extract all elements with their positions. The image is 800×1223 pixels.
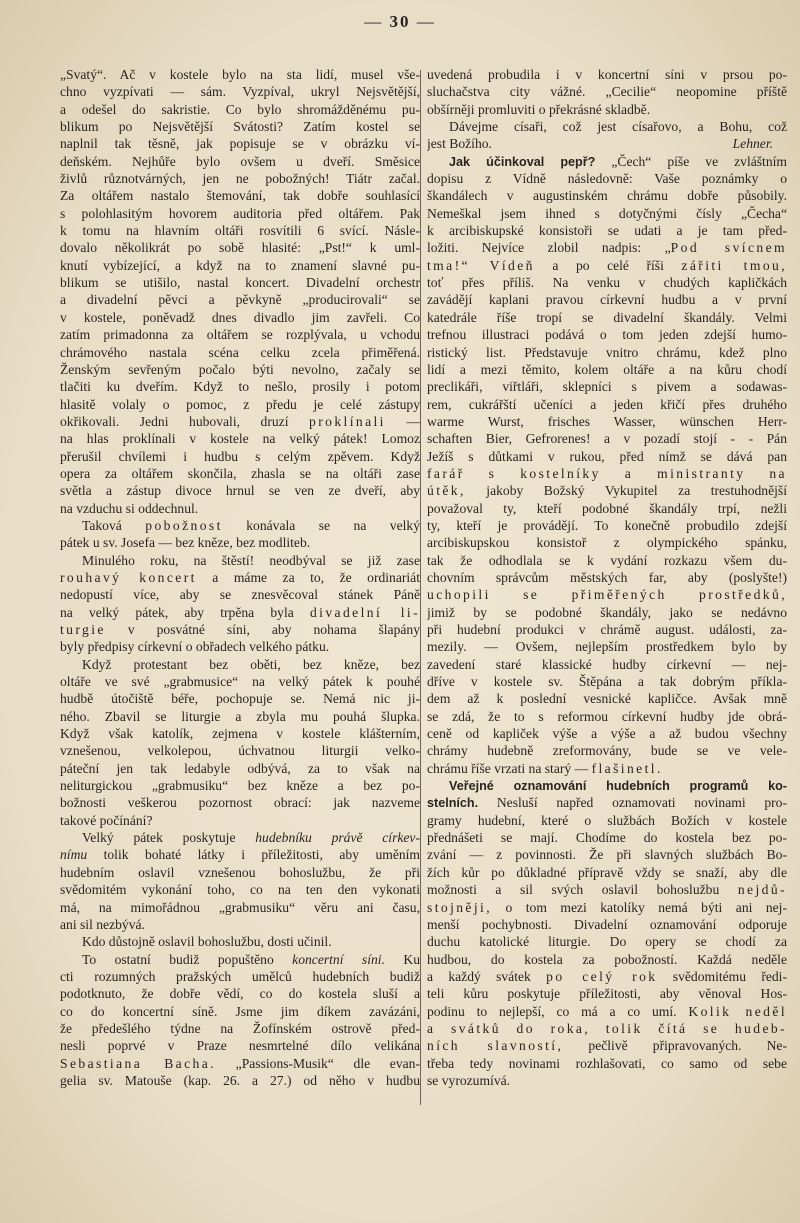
text-line [427, 274, 787, 291]
text-segment: na hlas proklínali v kostele na velký pátek! Lomoz [60, 431, 420, 447]
left-column [60, 66, 420, 1089]
text-segment: pátek u sv. Josefa — bez kněze, bez modliteb. [60, 535, 311, 551]
text-line [427, 933, 787, 950]
text-line [60, 760, 420, 777]
page-header [0, 12, 800, 32]
text-segment: nímu [60, 847, 88, 863]
text-line [60, 604, 420, 621]
text-line [427, 378, 787, 395]
text-line [427, 500, 787, 517]
text-line [60, 881, 420, 898]
text-segment: páteční jen tak ledabyle odbývá, za to však na [60, 760, 420, 776]
text-line [60, 465, 420, 482]
text-segment: chrámového nastala scéna celku zcela přiměřená. [60, 344, 420, 360]
text-segment: preclikáři, viřtláři, sklepníci s pivem a sodawas- [427, 379, 787, 395]
text-segment: gramy hudební, které o službách Božích v kostele [427, 812, 787, 828]
text-segment: toť přes příliš. Na venku v chudých kapličkách [427, 275, 787, 291]
text-segment: o tom mezi katolíky nemá býti ani nej- [492, 899, 787, 915]
text-segment: Nesluší napřed oznamovati novinami pro- [478, 795, 787, 811]
text-line [427, 222, 787, 239]
text-line [60, 899, 420, 916]
text-line [60, 708, 420, 725]
text-line [427, 951, 787, 968]
text-line [60, 569, 420, 586]
text-segment: ty, kteří je provádějí. To konečně probudilo zdejší [427, 517, 787, 533]
text-segment: ložiti. Nejvíce zlobil nadpis: „ [427, 240, 671, 256]
text-line [427, 916, 787, 933]
text-segment: teli kůru poskytuje příležitosti, aby věnoval Hos- [427, 986, 787, 1002]
text-segment: dem až k poslední vesnické kapličce. Avšak mně [427, 691, 787, 707]
text-line [60, 864, 420, 881]
text-segment: chrámy hudebně zreformovány, bude se ve vele- [427, 743, 787, 759]
text-line [60, 291, 420, 308]
text-segment: koncertní síni. [292, 951, 385, 967]
text-line [427, 430, 787, 447]
text-segment: Ježíš s důtkami v rukou, před nímž se dává pan [427, 448, 787, 464]
text-line [60, 656, 420, 673]
text-line [60, 690, 420, 707]
text-line [427, 899, 787, 916]
text-segment: nejdů- [737, 882, 787, 898]
text-segment: dovalo několikrát po sobě hlasité: „Pst!“ k uml- [60, 240, 420, 256]
text-segment: rem, cukrářští učeníci a jeden křičí přes druhého [427, 396, 787, 412]
section-heading: Jak účinkoval pepř? [449, 154, 596, 169]
text-line [60, 500, 420, 517]
author-signature: Lehner. [732, 136, 773, 152]
text-segment: nesli poprvé v Praze nesmrtelné dílo velikána [60, 1038, 420, 1054]
text-segment: vznešenou, velkolepou, úchvatnou liturgii velko- [60, 743, 420, 759]
text-segment: menší pochybnosti. Divadelní oznamování odporuje [427, 916, 787, 932]
text-segment: „Svatý“. Ač v kostele bylo na sta lidí, musel vše- [60, 67, 420, 82]
text-line [427, 465, 787, 482]
text-line [60, 83, 420, 100]
text-segment: Pod svícnem [670, 240, 787, 256]
text-segment: farář s kostelníky a ministranty na [427, 465, 787, 481]
text-segment: mezily. — Ovšem, nejlepším prostředkem bylo by [427, 639, 787, 655]
text-line [427, 361, 787, 378]
text-segment: hudbě útočiště béře, pochopuje se. Nemá nic ji- [60, 691, 420, 707]
text-line [427, 604, 787, 621]
text-segment: v posvátné síni, aby nohama šlapány [105, 622, 420, 637]
text-line [60, 552, 420, 569]
text-line [427, 673, 787, 690]
text-segment: ceně od kapliček výše a výše a až budou všechny [427, 726, 787, 742]
text-line [427, 846, 787, 863]
text-segment: divadelní li- [309, 604, 420, 620]
text-segment: jakoby Božský Vykupitel za trestuhodnější [465, 483, 787, 499]
text-line [60, 794, 420, 811]
text-segment: „Čech“ píše ve zvláštním [595, 153, 787, 169]
text-segment: gelia sv. Matouše (kap. 26. a 27.) od něho v hudbu [60, 1072, 420, 1088]
text-segment: oltáře ve své „grabmusice“ na velký pátek k pouhé [60, 674, 420, 690]
text-line [427, 118, 787, 135]
text-segment: Kdo důstojně oslavil bohoslužbu, dosti učinil. [82, 934, 332, 950]
text-line [60, 985, 420, 1002]
text-line [60, 101, 420, 118]
right-column [427, 66, 787, 1089]
text-line [427, 257, 787, 274]
text-segment: a máme za to, že ordinariát [196, 569, 420, 585]
text-line [427, 66, 787, 83]
text-line [60, 1020, 420, 1037]
text-line [60, 933, 420, 950]
text-segment: ristický list. Představuje vnitro chrámu, kdež plno [427, 344, 787, 360]
text-line [427, 83, 787, 100]
text-segment: s polohlasitým hovorem auditoria před oltářem. Pak [60, 205, 420, 221]
text-line [60, 482, 420, 499]
text-line [427, 170, 787, 187]
text-line [427, 1037, 787, 1054]
text-segment: žích kůr po důkladné přípravě vždy se snaží, aby dle [427, 864, 787, 880]
text-line [60, 413, 420, 430]
text-segment: opera za oltářem skončila, zhasla se na oltáři zase [60, 465, 420, 481]
text-segment: svědomitému ředi- [657, 968, 787, 984]
text-line [427, 239, 787, 256]
text-segment: rouhavý koncert [60, 569, 197, 585]
text-segment: blikum po Nejsvětější Svátosti? Zatím kostel se [60, 119, 420, 135]
text-segment: warme Wurst, frisches Wasser, wünschen Herr- [427, 413, 787, 429]
text-segment: útěk, [427, 483, 466, 499]
text-line [60, 1055, 420, 1072]
text-line [60, 916, 420, 933]
text-segment: v kostele, poněvadž dnes divadlo jim zavřeli. Co [60, 309, 420, 325]
text-segment: má, na mimořádnou „grabmusiku“ věru ani času, [60, 899, 420, 915]
text-line [427, 552, 787, 569]
text-line [427, 153, 787, 170]
text-line [60, 673, 420, 690]
text-segment: obšírněji promluviti o překrásné skladbě. [427, 101, 651, 117]
text-segment: k arcibiskupské konsistoři se udati a je tam před- [427, 223, 787, 239]
text-segment: tak že odhodlala se k vydání rozkazu všem du- [427, 552, 787, 568]
text-segment: přerušil chvílemi i hudbu s celým zpěvem. Když [60, 448, 420, 464]
text-segment: lidí a mezi těmito, kolem oltáře a na kůru chodí [427, 361, 787, 377]
text-segment: cti rozumných pražských umělců hudebních budiž [60, 968, 420, 984]
text-segment: zavádějí kaplani pravou církevní hudbu a v první [427, 292, 787, 308]
text-line [60, 378, 420, 395]
text-line [427, 187, 787, 204]
text-segment: schaften Bier, Gefrorenes! a v pozadí stojí - - Pán [427, 431, 787, 447]
section-heading: stelních. [427, 796, 479, 811]
text-line [427, 517, 787, 534]
text-segment: škandálech v augustinském chrámu dobře působily. [427, 188, 787, 204]
text-segment: takové počínání? [60, 812, 153, 828]
text-segment: dříve v kostele sv. Štěpána a tak dobrým příkla- [427, 674, 787, 690]
text-segment: po celý rok [546, 968, 658, 984]
text-line [60, 742, 420, 759]
text-segment: stojněji, [427, 899, 493, 915]
text-segment: turgie [60, 622, 106, 637]
section-heading: Veřejné oznamování hudebních programů ko- [449, 779, 787, 794]
text-line [427, 205, 787, 222]
text-segment: To ostatní budiž popuštěno [82, 951, 293, 967]
text-line [427, 638, 787, 655]
text-segment: podotknuto, že dobře vědí, co do kostela sluší a [60, 986, 420, 1002]
text-line [60, 309, 420, 326]
text-line [60, 725, 420, 742]
text-segment: tolik bohaté látky i příležitosti, aby uměním [87, 847, 420, 863]
text-segment: pobožnost [145, 517, 223, 533]
text-segment: na velký pátek, aby trpěna byla [60, 604, 310, 620]
text-line [60, 396, 420, 413]
text-segment: flašinetl. [591, 760, 663, 776]
text-segment: třeba tedy novinami rozhlašovati, co samo od sebe [427, 1055, 787, 1071]
text-line [427, 326, 787, 343]
text-line [427, 309, 787, 326]
text-line [60, 153, 420, 170]
text-line [427, 1020, 787, 1037]
column-divider [420, 70, 421, 1105]
text-segment: zavedení staré klassické hudby církevní — nej- [427, 656, 787, 672]
text-segment: katedrále říše tropí se divadelní škandály. Velmi [427, 309, 787, 325]
text-segment: se vyrozumívá. [427, 1072, 511, 1088]
text-segment: podinu to nejlepší, co má a co umí. [427, 1003, 689, 1019]
text-segment: uchopili se přiměřených prostředků, [427, 587, 787, 603]
text-segment: byly předpisy církevní o obřadech velkého pátku. [60, 639, 330, 655]
text-segment: konávala se na velký [222, 517, 420, 533]
text-line [60, 257, 420, 274]
text-segment: světla a zástup divoce hrnul se ven ze dveří, aby [60, 483, 420, 499]
text-line [427, 794, 787, 811]
text-line [60, 430, 420, 447]
header-dash-left: — [364, 12, 384, 31]
text-segment: Když protestant bez oběti, bez kněze, bez [82, 656, 420, 672]
text-line [60, 534, 420, 551]
text-line [427, 1003, 787, 1020]
page-number: 30 [389, 12, 411, 31]
text-line [60, 222, 420, 239]
text-segment: Velký pátek poskytuje [82, 830, 256, 846]
text-segment: a odešel do sakristie. Co bylo shromážděnému pu- [60, 101, 420, 117]
text-segment: chno vyzpívati — sám. Vyzpíval, ukryl Nejsvětější, [60, 84, 420, 100]
text-line [60, 846, 420, 863]
text-segment: Ženským sevřeným počalo býti nevolno, začaly se [60, 361, 420, 377]
text-line [427, 586, 787, 603]
text-line [427, 725, 787, 742]
text-segment: svědomitém vykonání toho, co na ten den vykonati [60, 882, 420, 898]
text-segment: možnosti a sil svých oslavil bohoslužbu [427, 882, 738, 898]
text-line [427, 621, 787, 638]
text-line [427, 413, 787, 430]
text-segment: knutí vybízející, a když na to znamení slavné pu- [60, 257, 420, 273]
text-line [427, 1055, 787, 1072]
text-segment: uvedená probudila i v koncertní síni v prsou po- [427, 67, 787, 82]
text-line [60, 621, 420, 638]
text-line [60, 951, 420, 968]
text-segment: Ku [384, 951, 420, 967]
text-line [60, 586, 420, 603]
text-line [427, 1072, 787, 1089]
text-segment: živlů různotvárných, jen ne pobožných! Tiátr začal. [60, 171, 420, 187]
text-segment: proklínali [309, 413, 386, 429]
text-line [427, 569, 787, 586]
text-line [60, 1003, 420, 1020]
text-line [427, 829, 787, 846]
text-segment: Sebastiana Bacha. [60, 1055, 216, 1071]
text-segment: duchu katolické liturgie. Do opery se chodí za [427, 934, 787, 950]
text-segment: chrámu říše vrzati na starý — [427, 760, 592, 776]
text-segment: Minulého roku, na štěstí! neodbýval se již zase [82, 552, 420, 568]
text-segment: hlasitě volaly o pomoc, z předu je celé zástupy [60, 396, 420, 412]
text-line [60, 135, 420, 152]
text-segment: sluchačstva city vážné. „Cecilie“ neopomine příště [427, 84, 787, 100]
text-line [60, 1072, 420, 1089]
text-segment: Kolik neděl [688, 1003, 787, 1019]
text-segment: ních slavností, [427, 1038, 564, 1054]
text-segment: ani sil nezbývá. [60, 916, 145, 932]
text-segment: přednášeti se mají. Chodíme do kostela bez po- [427, 830, 787, 846]
text-segment: ného. Zbavil se liturgie a zbyla mu pouhá šlupka. [60, 708, 420, 724]
text-segment: a každý svátek [427, 968, 547, 984]
text-line [60, 968, 420, 985]
text-segment: Nemeškal jsem ihned s dotyčnými čísly „Čecha“ [427, 205, 787, 221]
text-line [427, 760, 787, 777]
text-line [427, 396, 787, 413]
text-segment: arcibiskupskou konsistoř z olympického spánku, [427, 535, 787, 551]
text-line [427, 985, 787, 1002]
text-segment: Když však katolík, zejmena v kostele klášterním, [60, 726, 420, 742]
text-segment: při hudební produkci v chrámě august. události, za- [427, 622, 787, 637]
header-dash-right: — [416, 12, 436, 31]
text-line [427, 742, 787, 759]
text-segment: trefnou illustraci podává o tom jeden zdejší humo- [427, 327, 787, 343]
text-segment: jest Božího. [427, 136, 492, 152]
text-line [60, 638, 420, 655]
text-line [427, 101, 787, 118]
text-segment: hudebníku právě církev- [255, 830, 420, 846]
text-line [427, 968, 787, 985]
text-segment: považoval ty, kteří podobné škandály trpí, nežli [427, 500, 787, 516]
text-segment: Taková [82, 517, 146, 533]
text-segment: zvání — z povinnosti. Že při slavných službách Bo- [427, 847, 787, 863]
text-line [427, 690, 787, 707]
text-segment: Za oltářem nastalo štemování, tak dobře souhlasící [60, 188, 420, 204]
text-segment: „Passions-Musik“ dle evan- [215, 1055, 420, 1071]
text-segment: a po celé říši [534, 257, 682, 273]
text-segment: naplnil tak těsně, jak popisuje se v obrázku ví- [60, 136, 420, 152]
text-line [60, 326, 420, 343]
text-line [427, 291, 787, 308]
text-segment: zatím primadonna za oltářem se rozplývala, u vchodu [60, 327, 420, 343]
text-line [60, 361, 420, 378]
text-line [60, 517, 420, 534]
text-segment: božnosti veškerou pozornost obrací: jak nazveme [60, 795, 420, 811]
text-line [60, 812, 420, 829]
text-segment: neliturgickou „grabmusiku“ bez kněze a bez po- [60, 778, 420, 794]
text-line [60, 829, 420, 846]
text-line [427, 135, 787, 152]
text-segment: Dávejme císaři, což jest císařovo, a Bohu, což [449, 119, 787, 135]
text-line [427, 534, 787, 551]
text-line [60, 170, 420, 187]
text-line [60, 274, 420, 291]
text-line [60, 448, 420, 465]
text-line [427, 812, 787, 829]
text-segment: se zdá, že to s reformou církevní hudby jde obrá- [427, 708, 787, 724]
text-line [427, 881, 787, 898]
text-segment: hudebním oslavil vznešenou bohoslužbu, že při [60, 864, 420, 880]
text-line [60, 205, 420, 222]
text-line [427, 344, 787, 361]
text-segment: tlačiti ku dveřím. Když to nešlo, prosily i potom [60, 379, 420, 395]
text-line [427, 777, 787, 794]
text-line [60, 344, 420, 361]
text-line [60, 66, 420, 83]
text-segment: tma!“ Vídeň [427, 257, 535, 273]
text-segment: hudbou, do kostela za pobožností. Každá neděle [427, 951, 787, 967]
text-segment: a svátků do roka, tolik čítá se hudeb- [427, 1020, 787, 1036]
text-segment: okřikovali. Jedni hubovali, druzí [60, 413, 309, 429]
text-line [427, 708, 787, 725]
text-line [60, 1037, 420, 1054]
text-line [60, 187, 420, 204]
text-line [427, 482, 787, 499]
text-segment: zářiti tmou, [681, 257, 787, 273]
text-line [60, 118, 420, 135]
text-segment: deňském. Nejhůře bylo ovšem u dveří. Směsice [60, 153, 420, 169]
text-segment: dopisu z Vídně následovně: Vaše poznámky o [427, 171, 787, 187]
text-line [60, 777, 420, 794]
text-line [60, 239, 420, 256]
text-line [427, 656, 787, 673]
text-segment: blikum se utišilo, nastal koncert. Divadelní orchestr [60, 275, 420, 291]
text-segment: co do koncertní síně. Jsme jim díkem zavázáni, [60, 1003, 420, 1019]
text-segment: k tomu na hlavním oltáři rosvítili 6 svící. Násle- [60, 223, 420, 239]
text-segment: pečlivě připravovaných. Ne- [563, 1038, 787, 1054]
text-segment: a divadelní pěvci a pěvkyně „producirovali“ se [60, 292, 420, 308]
text-segment: že předešlého týdne na Žofínském ostrově před- [60, 1020, 420, 1036]
text-segment: chovním správcům městských far, aby (poslyšte!) [427, 569, 787, 585]
text-segment: na vzduchu si oddechnul. [60, 500, 199, 516]
text-segment: jimiž by se podobné škandály, jako se nedávno [427, 604, 787, 620]
text-segment: nedopustí více, aby se znesvěcoval stánek Páně [60, 587, 420, 603]
text-line [427, 448, 787, 465]
text-line [427, 864, 787, 881]
text-segment: — [385, 413, 420, 429]
